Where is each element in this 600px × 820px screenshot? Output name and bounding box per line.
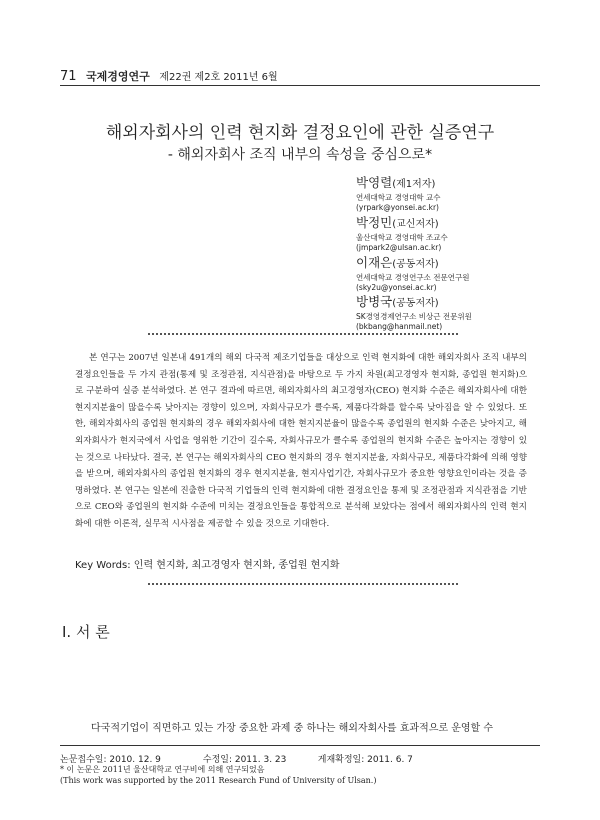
author-email: (bkbang@hanmail.net) xyxy=(356,322,443,331)
author-name: 방병국(공동저자) xyxy=(356,294,439,309)
author-email: (yrpark@yonsei.ac.kr) xyxy=(356,203,439,212)
accepted-date: 게재확정일: 2011. 6. 7 xyxy=(317,755,413,765)
author-affiliation: 연세대학교 경영대학 교수 xyxy=(356,193,441,202)
abstract: 본 연구는 2007년 일본내 491개의 해외 다국적 제조기업들을 대상으로 인력 현지화에 대한 해외자회사 조직 내부의 결정요인들을 두 가지 관점(통제 및 조정관점, 지식관점)을 바탕으로 두 가지 차원(최고경영자 현지화, 종업원 현지화)으로 구분하여 실증 분석하였다. 본 연구 결과에 따르면, 해외자회사의 최고경영자(CEO) 현지화 수준은 해외자회사에 대한 현지지분율이 많을수록 낮아지는 경향이 있으며, 자회사규모가 클수록, 제품다각화를 할수록 낮아짐을 알 수 있었다. 또한, 해외자회사의 종업원 현지화의 경우 해외자회사에 대한 현지지분율이 많을수록 종업원의 현지화 수준은 낮아지고, 해외자회사가 현지국에서 사업을 영위한 기간이 길수록, 자회사규모가 클수록 종업원의 현지화 수준은 높아지는 경향이 있는 것으로 나타났다. 결국, 본 연구는 해외자회사의 CEO 현지화의 경우 현지지분율, 자회사규모, 제품다각화에 의해 영향을 받으며, 해외자회사의 종업원 현지화의 경우 현지지분율, 현지사업기간, 자회사규모가 중요한 영향요인이라는 것을 증명하였다. 본 연구는 일본에 진출한 다국적 기업들의 인력 현지화에 대한 결정요인을 통제 및 조정관점과 지식관점을 기반으로 CEO와 종업원의 현지화 수준에 미치는 결정요인들을 통합적으로 분석해 보았다는 점에서 해외자회사의 인력 현지화에 대한 이론적, 실무적 시사점을 제공할 수 있을 것으로 기대한다. xyxy=(75,353,527,529)
received-date: 논문접수일: 2010. 12. 9 xyxy=(60,755,161,765)
author-affiliation: 울산대학교 경영대학 조교수 xyxy=(356,233,448,242)
author-email: (sky2u@yonsei.ac.kr) xyxy=(356,283,437,292)
revised-date: 수정일: 2011. 3. 23 xyxy=(202,755,287,765)
dotted-divider xyxy=(148,583,458,585)
keywords xyxy=(75,556,340,571)
body-text: 다국적기업이 직면하고 있는 가장 중요한 과제 중 하나는 해외자회사를 효과적으로 운영할 수 xyxy=(91,723,494,734)
author-block xyxy=(356,213,556,253)
running-header xyxy=(60,68,278,84)
author-affiliation: 연세대학교 경영연구소 전문연구원 xyxy=(356,273,470,282)
author-name: 박정민(교신저자) xyxy=(356,215,439,230)
page-number: 71 xyxy=(60,69,77,84)
author-name: 박영렬(제1저자) xyxy=(356,175,436,190)
journal-name: 국제경영연구 xyxy=(86,70,150,83)
section-heading: Ⅰ. 서 론 xyxy=(62,623,110,641)
author-block xyxy=(356,253,556,293)
author-affiliation: SK경영경제연구소 비상근 전문위원 xyxy=(356,312,472,321)
dotted-divider xyxy=(148,333,458,335)
header-rule xyxy=(60,85,540,86)
paper-subtitle: - 해외자회사 조직 내부의 속성을 중심으로* xyxy=(167,147,433,163)
author-block xyxy=(356,173,556,213)
footnote-english: (This work was supported by the 2011 Research Fund of University of Ulsan.) xyxy=(60,776,377,785)
author-email: (jmpark2@ulsan.ac.kr) xyxy=(356,243,442,252)
keywords-label: Key Words: xyxy=(75,560,131,571)
footnote-korean: * 이 논문은 2011년 울산대학교 연구비에 의해 연구되었음 xyxy=(60,765,265,774)
author-block xyxy=(356,292,556,332)
keywords-text: 인력 현지화, 최고경영자 현지화, 종업원 현지화 xyxy=(133,560,340,571)
journal-volume: 제22권 제2호 2011년 6월 xyxy=(159,72,278,83)
footer-rule xyxy=(60,745,540,746)
author-name: 이재은(공동저자) xyxy=(356,255,439,270)
paper-title: 해외자회사의 인력 현지화 결정요인에 관한 실증연구 xyxy=(105,123,495,143)
